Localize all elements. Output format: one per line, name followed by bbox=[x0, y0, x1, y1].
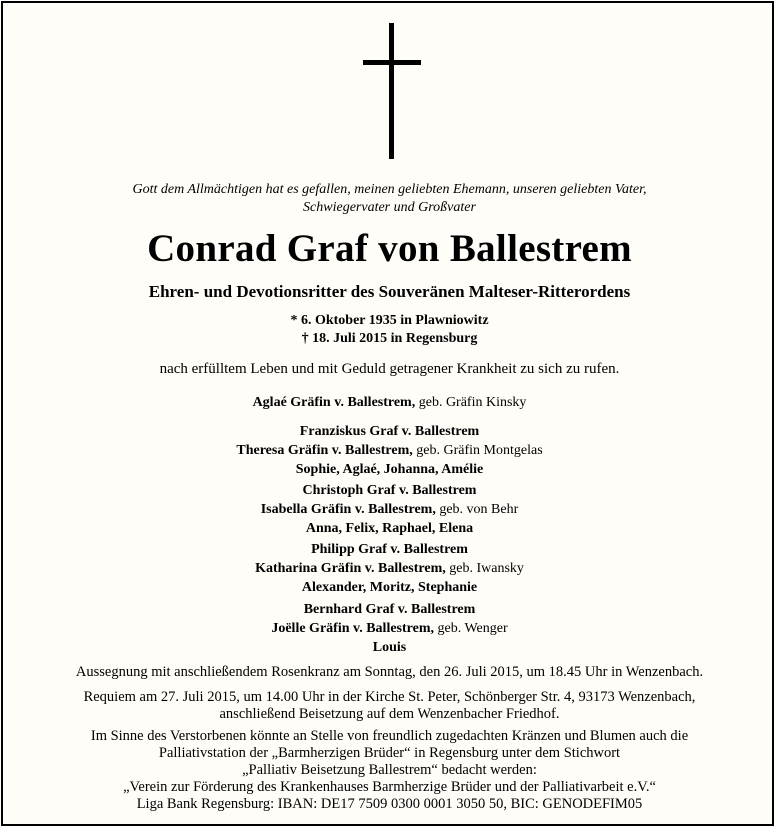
family-group-3 bbox=[3, 540, 775, 597]
order-title: Ehren- und Devotionsritter des Souveränen Malteser-Ritterordens bbox=[148, 282, 631, 301]
grandchildren: Louis bbox=[372, 640, 407, 655]
bank-details: Liga Bank Regensburg: IBAN: DE17 7509 0300 0001 3050 50, BIC: GENODEFIM05 bbox=[136, 796, 643, 812]
intro-line-2: Schwiegervater und Großvater bbox=[303, 200, 476, 215]
donation-line-2: Palliativstation der „Barmherzigen Brüder“ in Regensburg unter dem Stichwort bbox=[158, 745, 621, 761]
requiem-notice bbox=[3, 689, 775, 723]
donation-line-1: Im Sinne des Verstorbenen könnte an Stelle von freundlich zugedachten Kränzen und Blumen auch die bbox=[90, 728, 689, 744]
son-name: Franziskus Graf v. Ballestrem bbox=[299, 424, 480, 439]
family-group-2 bbox=[3, 481, 775, 538]
family-widow bbox=[3, 393, 775, 412]
spouse-name: Katharina Gräfin v. Ballestrem, bbox=[255, 561, 446, 576]
spouse-name: Theresa Gräfin v. Ballestrem, bbox=[236, 443, 413, 458]
donation-line-3: „Palliativ Beisetzung Ballestrem“ bedacht werden: bbox=[242, 762, 537, 778]
family-group-1 bbox=[3, 422, 775, 479]
birth-date: * 6. Oktober 1935 in Plawniowitz bbox=[290, 313, 489, 328]
spouse-birth-name: geb. Iwansky bbox=[449, 561, 524, 576]
cross-icon bbox=[363, 23, 423, 159]
grandchildren: Alexander, Moritz, Stephanie bbox=[301, 580, 478, 595]
spouse-birth-name: geb. Gräfin Montgelas bbox=[416, 443, 543, 458]
son-name: Bernhard Graf v. Ballestrem bbox=[303, 602, 476, 617]
grandchildren: Anna, Felix, Raphael, Elena bbox=[305, 521, 474, 536]
widow-name: Aglaé Gräfin v. Ballestrem, bbox=[252, 395, 416, 410]
donation-line-4: „Verein zur Förderung des Krankenhauses Barmherzige Brüder und der Palliativarbeit e.V.“ bbox=[123, 779, 656, 795]
son-name: Philipp Graf v. Ballestrem bbox=[311, 542, 468, 557]
family-group-4 bbox=[3, 600, 775, 657]
spouse-name: Isabella Gräfin v. Ballestrem, bbox=[260, 502, 436, 517]
life-dates bbox=[3, 312, 775, 348]
deceased-name: Conrad Graf von Ballestrem bbox=[147, 227, 632, 270]
donation-notice bbox=[3, 728, 775, 813]
death-note: nach erfülltem Leben und mit Geduld getragener Krankheit zu sich zu rufen. bbox=[159, 361, 620, 377]
blessing-notice: Aussegnung mit anschließendem Rosenkranz am Sonntag, den 26. Juli 2015, um 18.45 Uhr in Wenzenbach. bbox=[75, 664, 704, 680]
son-name: Christoph Graf v. Ballestrem bbox=[302, 483, 477, 498]
requiem-line-1: Requiem am 27. Juli 2015, um 14.00 Uhr in der Kirche St. Peter, Schönberger Str. 4, 93173 Wenzenbach, bbox=[83, 689, 696, 705]
death-date: † 18. Juli 2015 in Regensburg bbox=[301, 331, 478, 346]
widow-birth-name: geb. Gräfin Kinsky bbox=[418, 395, 527, 410]
spouse-birth-name: geb. Wenger bbox=[437, 621, 508, 636]
intro-text bbox=[3, 181, 775, 217]
intro-line-1: Gott dem Allmächtigen hat es gefallen, meinen geliebten Ehemann, unseren geliebten Vater, bbox=[132, 182, 647, 197]
grandchildren: Sophie, Aglaé, Johanna, Amélie bbox=[295, 462, 484, 477]
spouse-birth-name: geb. von Behr bbox=[439, 502, 519, 517]
spouse-name: Joëlle Gräfin v. Ballestrem, bbox=[271, 621, 434, 636]
obituary-frame bbox=[1, 1, 774, 826]
requiem-line-2: anschließend Beisetzung auf dem Wenzenbacher Friedhof. bbox=[219, 706, 560, 722]
